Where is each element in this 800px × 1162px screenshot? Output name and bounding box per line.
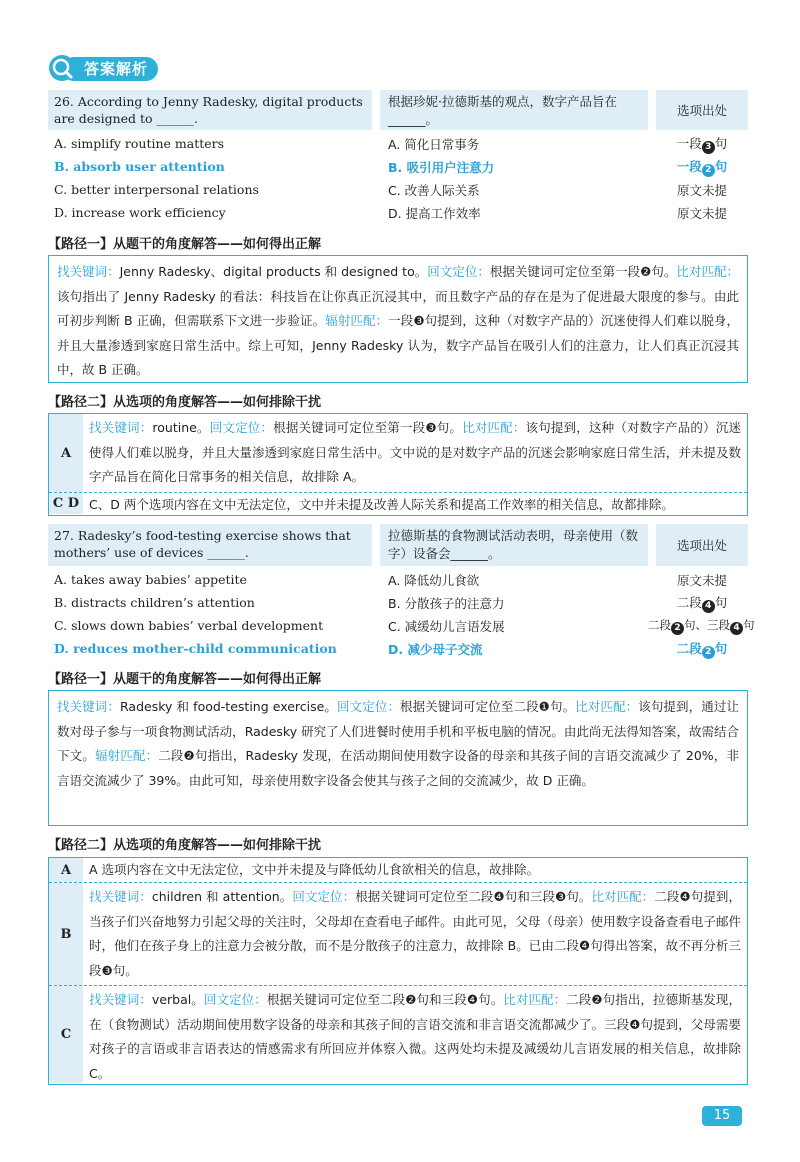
q27-source-header: 选项出处 (656, 524, 748, 566)
body-text: 一段❸句提到，这种（对数字产品的）沉迷使得人们难以脱身，并且大量渗透到家庭日常生活中。综上可知，Jenny Radesky 认为，数字产品旨在吸引人们的注意力，让人们真正沉浸其中，故 B 正确。 (57, 313, 739, 377)
option-cn: A. 简化日常事务 (388, 136, 480, 152)
q26-stem-en: 26. According to Jenny Radesky, digital products are designed to ______. (48, 90, 372, 130)
q26-source-header: 选项出处 (656, 90, 748, 130)
body-text: 根据关键词可定位至第一段❷句。 (489, 264, 677, 279)
analysis-text: 找关键词：verbal。回文定位：根据关键词可定位至二段❷句和三段❹句。比对匹配：二段❷句指出，拉德斯基发现，在（食物测试）活动期间使用数字设备的母亲和其孩子间的言语交流和非言语交流都减少了。三段❹句提到，父母需要对孩子的言语或非言语表达的情感需求有所回应并体察入微。这两处均未提及减缓幼儿言语发展的相关信息，故排除 C。 (89, 992, 741, 1081)
analysis-text: 找关键词：routine。回文定位：根据关键词可定位至第一段❸句。比对匹配：该句提到，这种（对数字产品的）沉迷使得人们难以脱身，并且大量渗透到家庭日常生活中。文中说的是对数字产品的沉迷会影响家庭日常生活，并未提及数字产品旨在简化日常事务的相关信息，故排除 A。 (89, 420, 741, 484)
option-en: D. increase work efficiency (54, 205, 226, 220)
q26-path1-box (48, 255, 748, 383)
option-en: B. absorb user attention (54, 159, 225, 174)
q27-option-d (48, 637, 748, 660)
option-cn: D. 减少母子交流 (388, 641, 483, 657)
q26-table (48, 90, 748, 224)
option-cn: C. 改善人际关系 (388, 182, 480, 198)
q27-option-a-analysis (49, 858, 747, 882)
body-text: 二段❷句指出，Radesky 发现，在活动期间使用数字设备的母亲和其孩子间的言语交流减少了 20%，非言语交流减少了 39%。由此可知，母亲使用数字设备会使其与孩子之间的交流减少，故 D 正确。 (57, 748, 739, 788)
analysis-text: C、D 两个选项内容在文中无法定位，文中并未提及改善人际关系和提高工作效率的相关信息，故都排除。 (89, 497, 674, 512)
page-number: 15 (702, 1106, 742, 1126)
body-text: Jenny Radesky、digital products 和 designed to。 (119, 264, 428, 279)
keyword-label: 辐射匹配： (325, 313, 389, 328)
option-en: B. distracts children’s attention (54, 595, 255, 610)
option-cn: C. 减缓幼儿言语发展 (388, 618, 505, 634)
q26-option-d (48, 201, 748, 224)
option-source: 原文未提 (676, 572, 727, 588)
q26-stem-cn: 根据珍妮·拉德斯基的观点，数字产品旨在______。 (380, 90, 648, 130)
analysis-text: 找关键词：children 和 attention。回文定位：根据关键词可定位至二段❹句和三段❸句。比对匹配：二段❹句提到，当孩子们兴奋地努力引起父母的关注时，父母却在查看电子邮件。由此可见，父母（母亲）使用数字设备查看电子邮件时，他们在孩子身上的注意力会被分散，而不是分散孩子的注意力，故排除 B。已由二段❹句得出答案，故不再分析三段❸句。 (89, 889, 741, 978)
q27-path1-heading: 【路径一】从题干的角度解答——如何得出正解 (48, 672, 322, 687)
q27-path2-box (48, 857, 748, 1085)
keyword-label: 找关键词： (57, 264, 120, 279)
keyword-label: 回文定位： (337, 699, 401, 714)
q26-path1-heading: 【路径一】从题干的角度解答——如何得出正解 (48, 237, 322, 252)
section-banner (48, 54, 160, 82)
q27-option-c (48, 614, 755, 637)
keyword-label: 辐射匹配： (94, 748, 159, 763)
keyword-label: 比对匹配： (676, 264, 739, 279)
q27-path2-heading: 【路径二】从选项的角度解答——如何排除干扰 (48, 838, 322, 853)
q26-option-c (48, 178, 748, 201)
option-label: A (49, 858, 83, 882)
body-text: 根据关键词可定位至二段❶句。 (400, 699, 576, 714)
option-en: C. better interpersonal relations (54, 182, 259, 197)
q27-stem-cn: 拉德斯基的食物测试活动表明，母亲使用（数字）设备会______。 (380, 524, 648, 566)
option-source: 一段 2 句 (676, 158, 728, 175)
q27-option-c-analysis (49, 985, 747, 1083)
q27-option-b-analysis (49, 882, 747, 985)
body-text: 该句提到，通过让数对母子参与一项食物测试活动，Radesky 研究了人们进餐时使用手机和平板电脑的情况。由此尚无法得知答案，故需结合下文。 (57, 699, 739, 763)
q26-option-b (48, 155, 748, 178)
q27-path1-box (48, 690, 748, 826)
option-source: 原文未提 (676, 205, 727, 221)
option-cn: D. 提高工作效率 (388, 205, 481, 221)
keyword-label: 比对匹配： (575, 699, 639, 714)
option-en: D. reduces mother-child communication (54, 641, 337, 656)
option-source: 原文未提 (676, 182, 727, 198)
q27-stem-en: 27. Radesky’s food-testing exercise shows that mothers’ use of devices ______. (48, 524, 372, 566)
section-title: 答案解析 (62, 57, 158, 81)
option-source: 二段 4 句 (676, 594, 728, 611)
option-source: 二段 2 句、三段 4 句 (648, 617, 755, 633)
q27-table (48, 524, 755, 660)
option-label: C D (49, 493, 83, 514)
option-cn: A. 降低幼儿食欲 (388, 572, 480, 588)
option-cn: B. 分散孩子的注意力 (388, 595, 505, 611)
q26-option-a-analysis (49, 414, 747, 492)
option-source: 一段 3 句 (676, 135, 728, 152)
option-label: B (49, 883, 83, 985)
q27-option-a (48, 568, 748, 591)
body-text: Radesky 和 food-testing exercise。 (120, 699, 338, 714)
q26-path2-heading: 【路径二】从选项的角度解答——如何排除干扰 (48, 395, 322, 410)
body-text: 该句指出了 Jenny Radesky 的看法：科技旨在让你真正沉浸其中，而且数字产品的存在是为了促进最大限度的参与。由此可初步判断 B 正确，但需联系下文进一步验证。 (57, 288, 739, 328)
option-en: C. slows down babies’ verbal development (54, 618, 324, 633)
q27-option-b (48, 591, 748, 614)
option-en: A. takes away babies’ appetite (54, 572, 247, 587)
option-en: A. simplify routine matters (54, 136, 225, 151)
q26-option-a (48, 132, 748, 155)
option-label: C (49, 986, 83, 1083)
keyword-label: 找关键词： (57, 699, 121, 714)
q26-option-cd-analysis (49, 492, 747, 514)
analysis-text: A 选项内容在文中无法定位，文中并未提及与降低幼儿食欲相关的信息，故排除。 (89, 862, 540, 877)
q26-path2-box (48, 413, 748, 516)
option-label: A (49, 414, 83, 492)
option-cn: B. 吸引用户注意力 (388, 159, 495, 175)
option-source: 二段 2 句 (676, 640, 728, 657)
magnifier-icon (48, 54, 78, 84)
keyword-label: 回文定位： (427, 264, 490, 279)
